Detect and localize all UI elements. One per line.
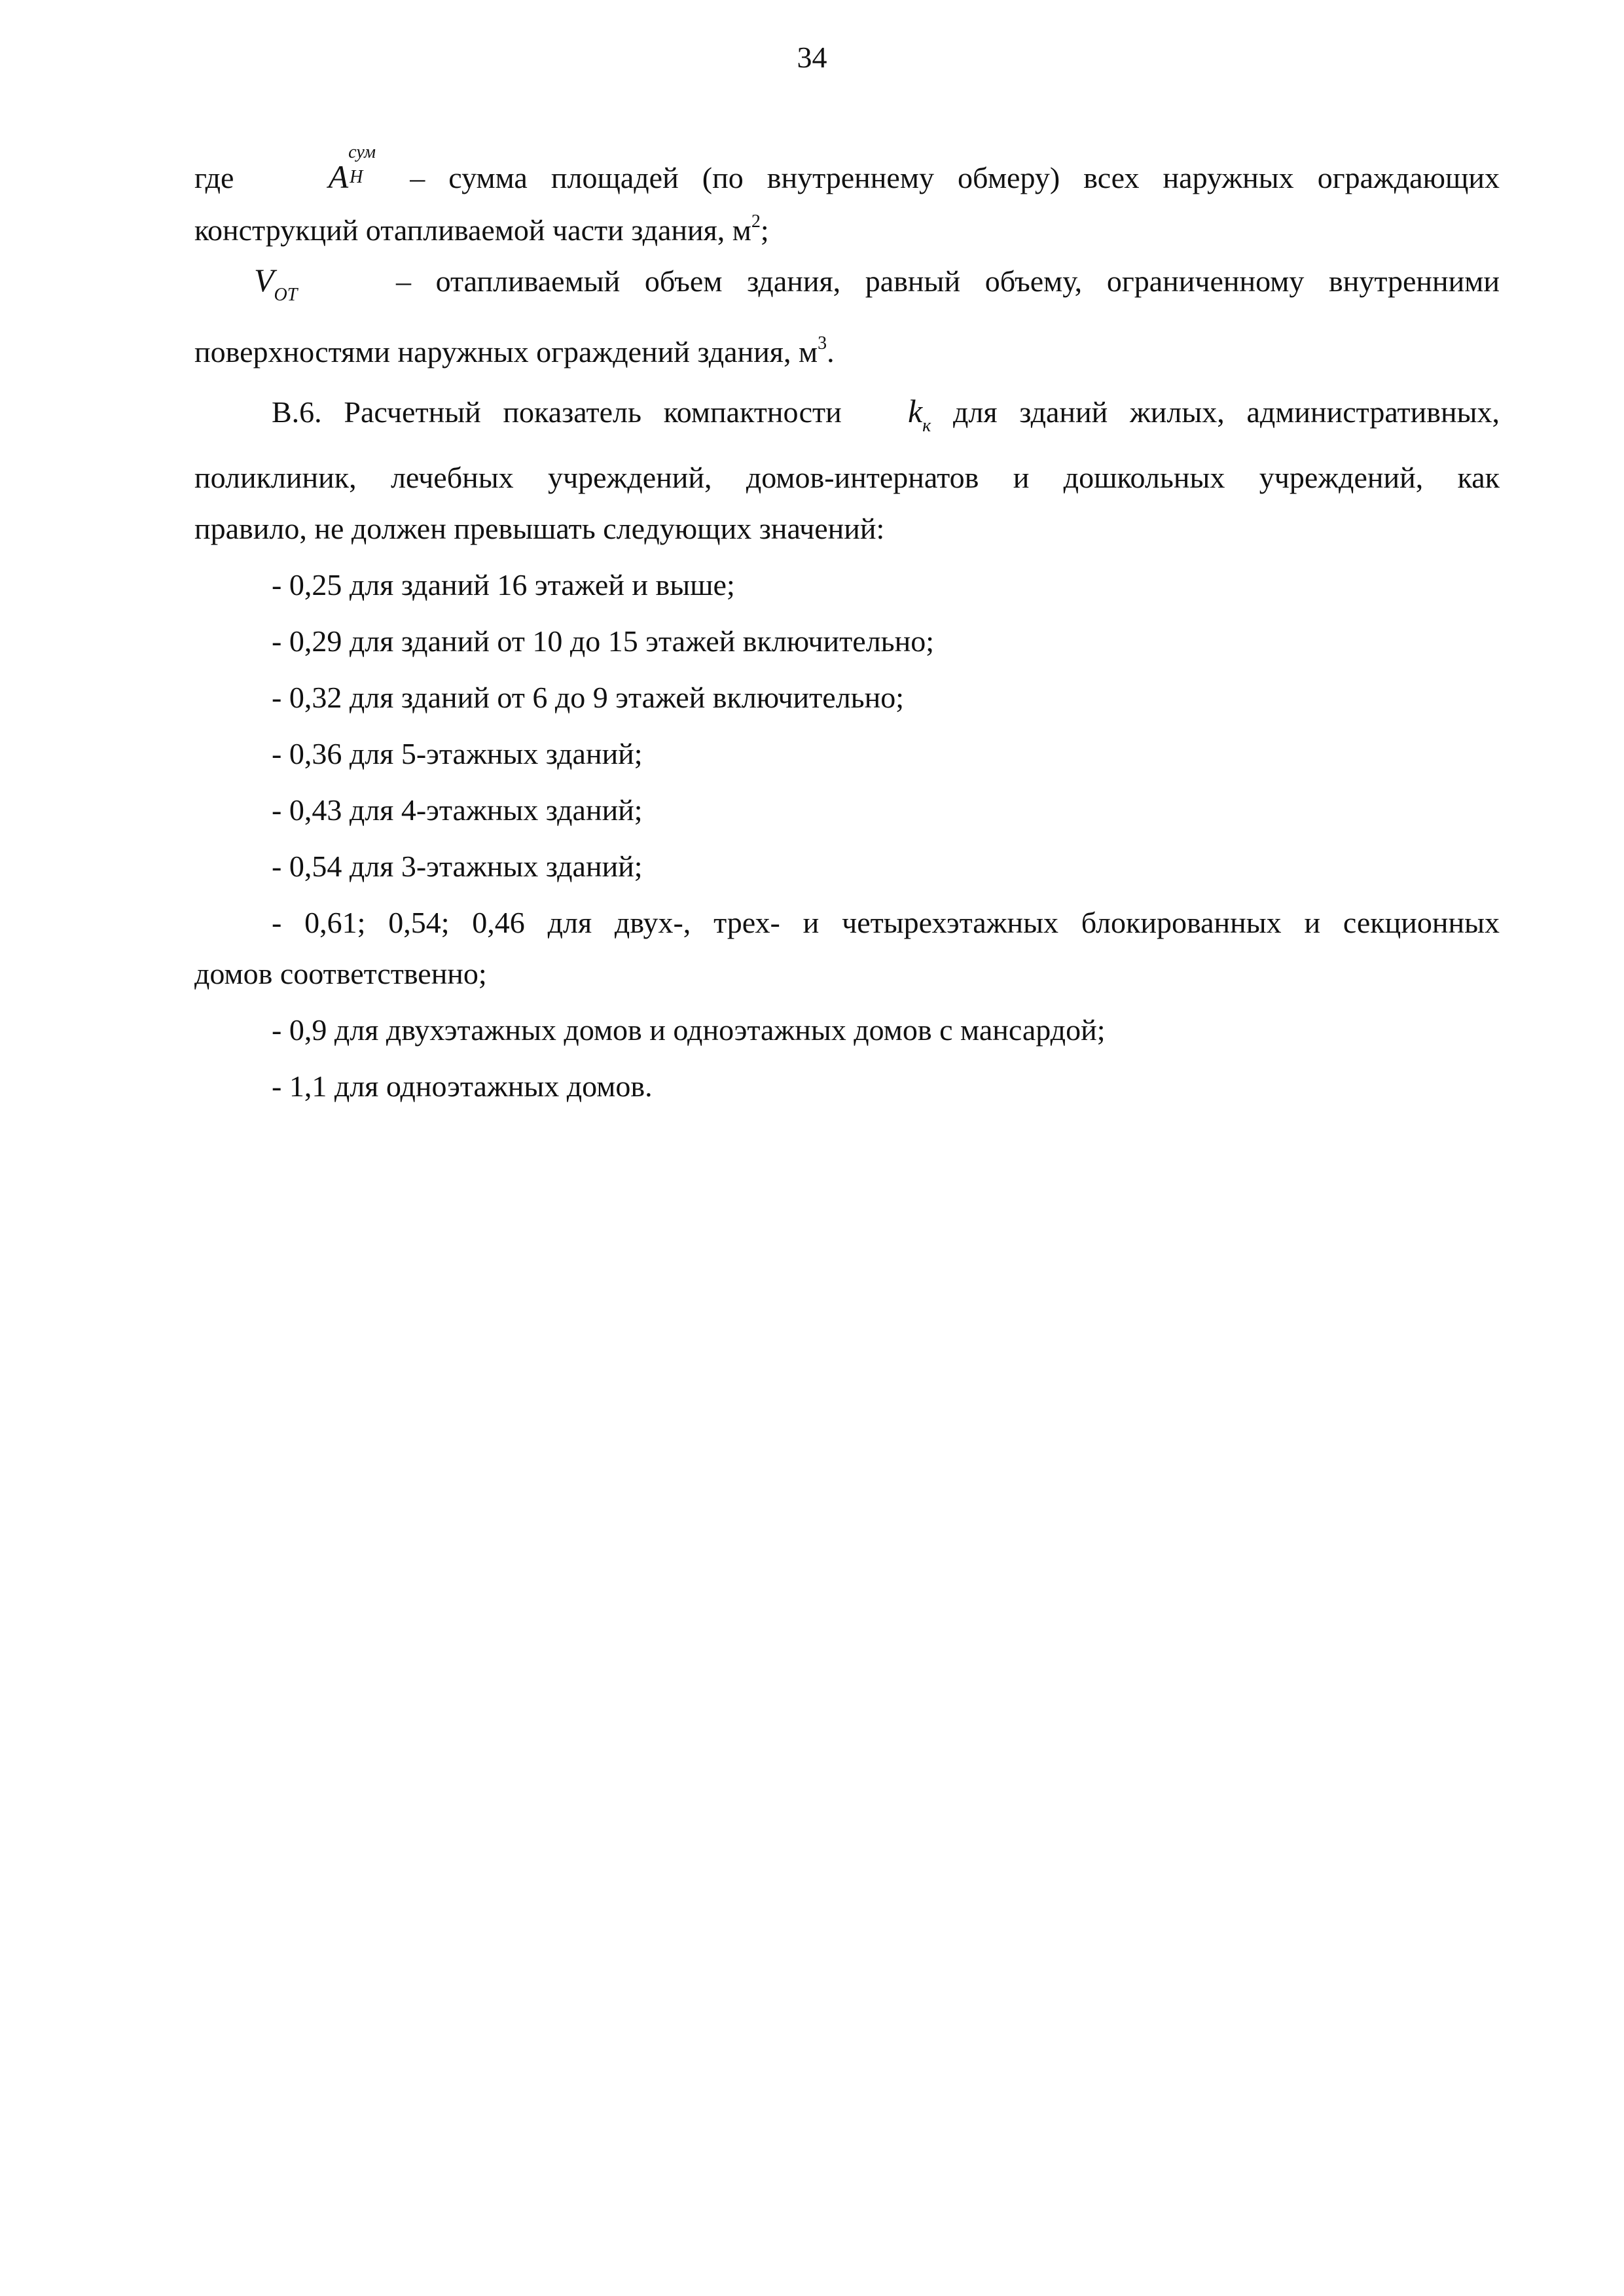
symbol-v: V xyxy=(254,262,274,298)
definition-a-text: – сумма площадей (по внутреннему обмеру) всех наружных ограждающих xyxy=(410,161,1500,194)
definition-a-exponent: 2 xyxy=(751,211,761,232)
definition-v-line2 xyxy=(194,332,835,376)
list-item: - 0,36 для 5-этажных зданий; xyxy=(272,737,643,770)
definition-a-text-cont: конструкций отапливаемой части здания, м xyxy=(194,213,751,247)
page-number: 34 xyxy=(797,41,827,74)
symbol-a-indices xyxy=(348,142,386,188)
definition-v-exponent: 3 xyxy=(818,333,827,353)
list-item: - 1,1 для одноэтажных домов. xyxy=(272,1069,653,1103)
section-line3 xyxy=(194,509,884,548)
section-intro: Расчетный показатель компактности xyxy=(344,395,842,429)
list-item-multi-line2: домов соответственно; xyxy=(194,957,487,990)
symbol-k-subscript: к xyxy=(922,416,931,436)
symbol-a-superscript: сум xyxy=(348,142,376,162)
symbol-k: k xyxy=(907,393,923,429)
definition-v-end: . xyxy=(827,335,835,368)
list-item: - 0,54 для 3-этажных зданий; xyxy=(272,850,643,883)
definition-a-line2 xyxy=(194,211,769,255)
list-item-multi-line1 xyxy=(272,903,1500,942)
section-line3-text: правило, не должен превышать следующих значений: xyxy=(194,512,885,545)
section-line2 xyxy=(194,458,1500,497)
section-line1 xyxy=(272,391,1500,437)
definition-v-line1 xyxy=(254,260,1500,306)
list-item: - 0,25 для зданий 16 этажей и выше; xyxy=(272,568,735,601)
symbol-v-subscript: ОТ xyxy=(274,285,298,305)
list-item: - 0,43 для 4-этажных зданий; xyxy=(272,793,643,827)
list-item: - 0,9 для двухэтажных домов и одноэтажных домов с мансардой; xyxy=(272,1013,1106,1047)
section-line2-text: поликлиник, лечебных учреждений, домов-интернатов и дошкольных учреждений, как xyxy=(194,461,1500,494)
symbol-a-subscript: Н xyxy=(350,167,363,187)
definition-lead-word: где xyxy=(194,161,234,194)
symbol-a: A xyxy=(328,158,349,195)
definition-v-text: – отапливаемый объем здания, равный объему, ограниченному внутренними xyxy=(395,264,1500,298)
definition-a-end: ; xyxy=(760,213,769,247)
section-intro-rest: для зданий жилых, административных, xyxy=(952,395,1500,429)
section-number: В.6. xyxy=(272,395,322,429)
list-item: - 0,32 для зданий от 6 до 9 этажей включительно; xyxy=(272,681,905,714)
list-item: - 0,29 для зданий от 10 до 15 этажей включительно; xyxy=(272,624,935,658)
definition-a-line1 xyxy=(194,142,1500,198)
list-item-multi-text1: - 0,61; 0,54; 0,46 для двух-, трех- и четырехэтажных блокированных и секционных xyxy=(272,906,1500,939)
definition-v-text-cont: поверхностями наружных ограждений здания, м xyxy=(194,335,818,368)
